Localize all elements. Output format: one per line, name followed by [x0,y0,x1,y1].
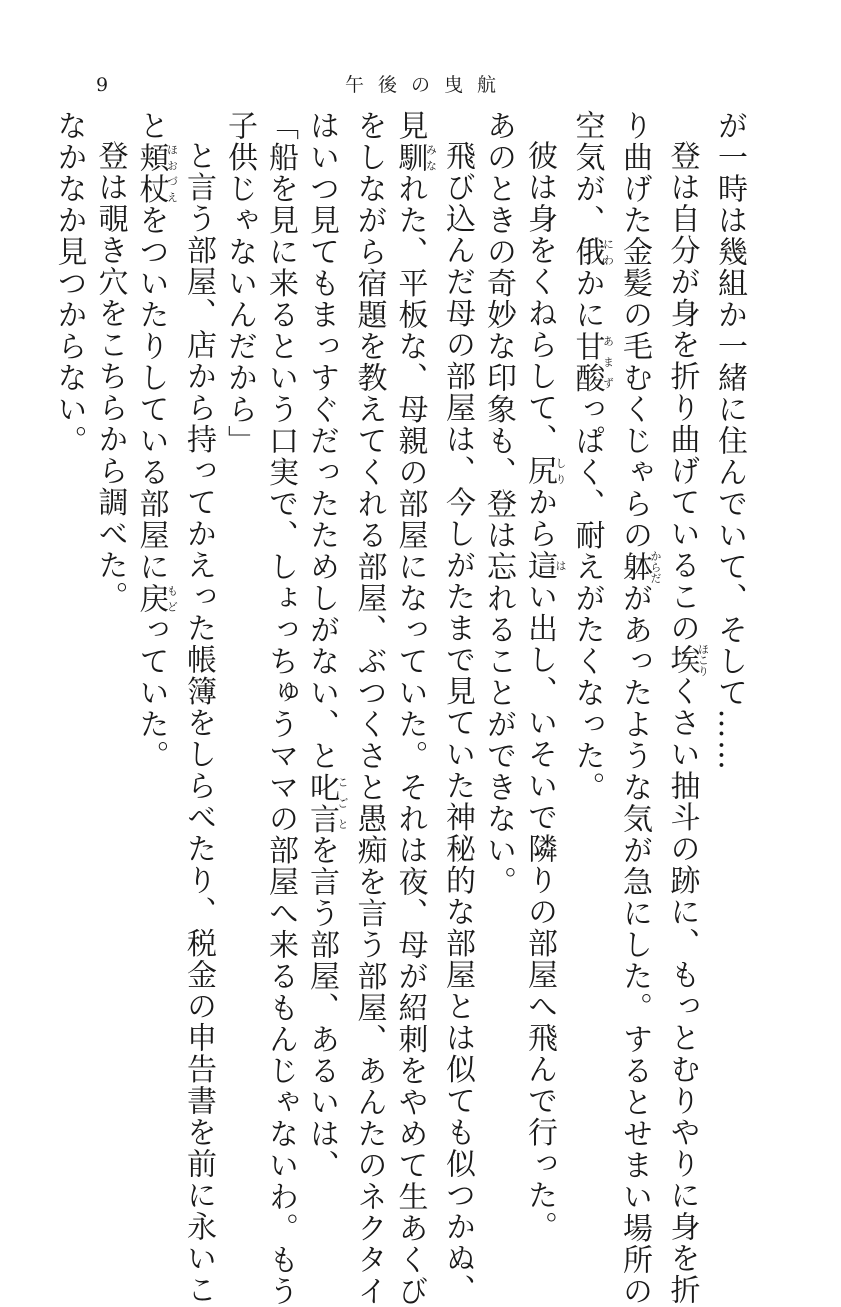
text-line: 飛び込んだ母の部屋は、今しがたまで見ていた神秘的な部屋とは似ても似つかぬ、 [440,140,475,1306]
text-line: なかなか見つからない。 [51,110,87,457]
text-line: が一時は幾組か一緒に住んでいて、そして…… [712,110,747,772]
text-line: と頬杖ほおづえをついたりしている部屋に戻もどっていた。 [133,110,179,772]
text-line: 「船を見に来るという口実で、しょっちゅうママの部屋へ来るもんじゃないわ。もう [263,110,298,1307]
text-line: 子供じゃないんだから」 [222,110,257,457]
page-number: 9 [96,74,109,96]
text-line: 彼は身をくねらして、尻しりから這はい出し、いそいで隣りの部屋へ飛んで行った。 [522,140,567,1243]
body-text [51,110,750,1307]
text-line: 登は自分が身を折り曲げているこの埃ほこりくさい抽斗の跡に、もっとむりやりに身を折 [664,140,710,1306]
text-line: をしながら宿題を教えてくれる部屋、ぶつくさと愚痴を言う部屋、あんたのネクタイ [351,110,387,1307]
text-line: 空気が、俄にわかに甘酸あまずっぱく、耐えがたくなった。 [569,110,615,803]
page-header [0,70,841,100]
text-line: 見馴みなれた、平板な、母親の部屋になっていた。それは夜、母が紹刺をやめて生あくび [392,110,438,1307]
text-line: と言う部屋、店から持ってかえった帳簿をしらべたり、税金の申告書を前に永いこ [181,140,216,1306]
text-line: あのときの奇妙な印象も、登は忘れることができない。 [481,110,516,898]
text-line: 登は覗き穴をこちらから調べた。 [92,140,128,613]
text-line: はいつ見てもまっすぐだったためしがない、と叱言こごとを言う部屋、あるいは、 [304,110,349,1181]
running-title: 午後の曳航 [344,74,510,96]
text-line: り曲げた金髪の毛むくじゃらの躰からだがあったような気が急にした。するとせまい場所の [617,110,662,1307]
